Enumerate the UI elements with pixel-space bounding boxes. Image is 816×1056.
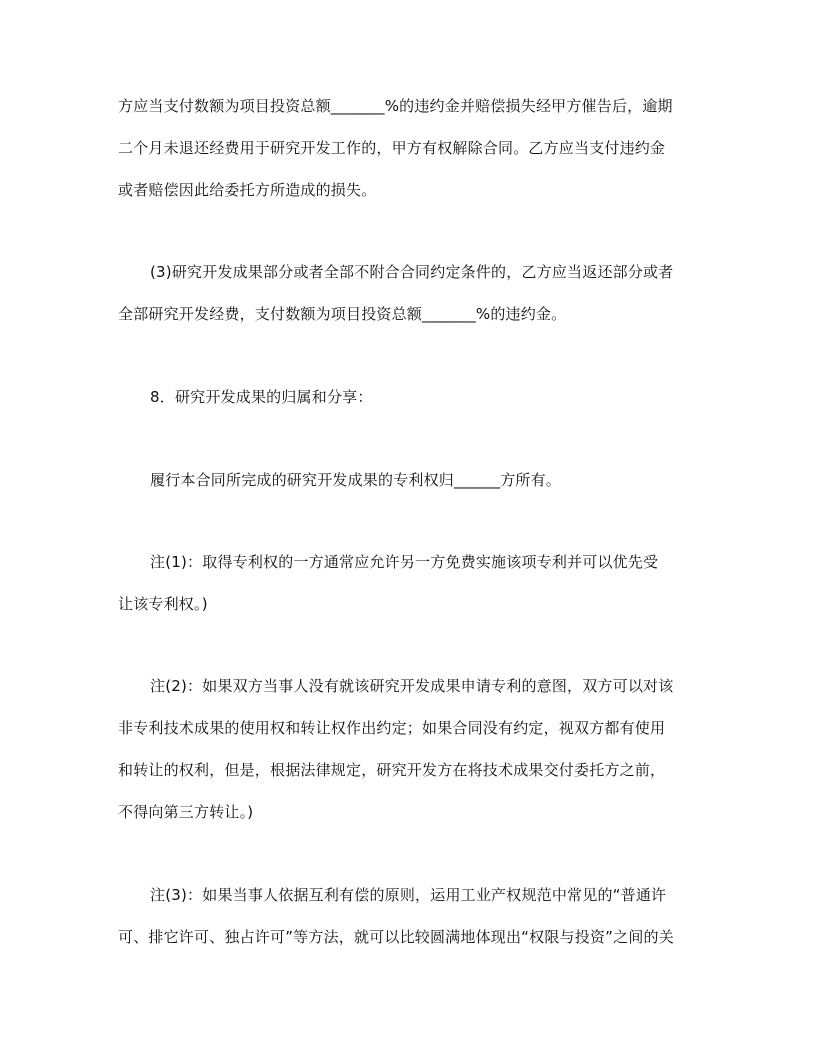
note-3-line-1: 注(3)：如果当事人依据互利有偿的原则，运用工业产权规范中常见的“普通许 [150, 886, 667, 904]
note-2-line-2: 非专利技术成果的使用权和转让权作出约定；如果合同没有约定，视双方都有使用 [118, 719, 666, 737]
clause-3-line-1: (3)研究开发成果部分或者全部不附合合同约定条件的，乙方应当返还部分或者 [150, 263, 674, 281]
paragraph-line-2: 二个月未退还经费用于研究开发工作的，甲方有权解除合同。乙方应当支付违约金 [118, 139, 666, 157]
note-3-line-2: 可、排它许可、独占许可”等方法，就可以比较圆满地体现出“权限与投资”之间的关 [118, 928, 674, 946]
note-1-line-2: 让该专利权。) [118, 595, 208, 613]
section-8-heading: 8．研究开发成果的归属和分享： [150, 388, 373, 406]
patent-ownership-line: 履行本合同所完成的研究开发成果的专利权归______方所有。 [150, 471, 562, 489]
clause-3-line-2: 全部研究开发经费，支付数额为项目投资总额_______%的违约金。 [118, 305, 567, 323]
paragraph-line-1: 方应当支付数额为项目投资总额_______%的违约金并赔偿损失经甲方催告后，逾期 [118, 97, 673, 115]
note-1-line-1: 注(1)：取得专利权的一方通常应允许另一方免费实施该项专利并可以优先受 [150, 553, 659, 571]
paragraph-line-3: 或者赔偿因此给委托方所造成的损失。 [118, 181, 377, 199]
note-2-line-3: 和转让的权利，但是，根据法律规定，研究开发方在将技术成果交付委托方之前， [118, 761, 666, 779]
note-2-line-1: 注(2)：如果双方当事人没有就该研究开发成果申请专利的意图，双方可以对该 [150, 677, 674, 695]
note-2-line-4: 不得向第三方转让。) [118, 803, 254, 821]
